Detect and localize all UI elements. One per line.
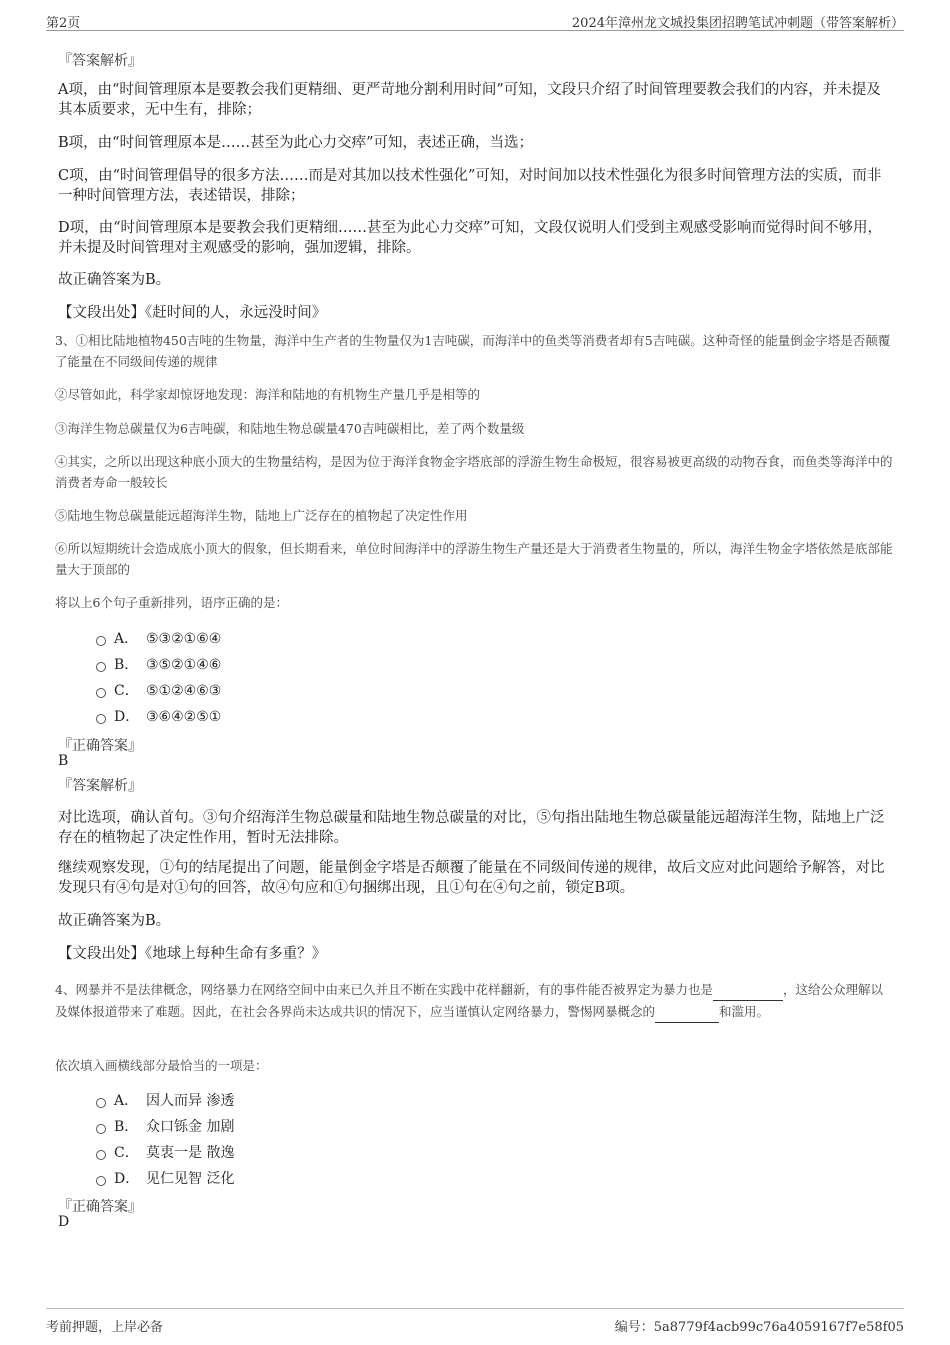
document-title: 2024年漳州龙文城投集团招聘笔试冲刺题（带答案解析） — [571, 16, 904, 31]
radio-icon[interactable] — [96, 662, 106, 672]
q3-sentence-6: ⑥所以短期统计会造成底小顶大的假象，但长期看来，单位时间海洋中的浮游生物生产量还是大于消费者生物量的，所以，海洋生物金字塔依然是底部能量大于顶部的 — [55, 541, 893, 577]
analysis-option-b: B项，由“时间管理原本是……甚至为此心力交瘁”可知，表述正确，当选； — [58, 135, 533, 151]
q4-stem: 4、网暴并不是法律概念，网络暴力在网络空间中由来已久并且不断在实践中花样翻新，有的事件能否被界定为暴力也是 ，这给公众理解以及媒体报道带来了难题。因此，在社会各界尚未达成共识的情况下，应当谨慎认定网络暴力，警惕网暴概念的 和滥用。 — [55, 979, 895, 1023]
analysis-option-a: A项，由“时间管理原本是要教会我们更精细、更严苛地分割利用时间”可知，文段只介绍了时间管理要教会我们的内容，并未提及其本质要求，无中生有，排除； — [58, 82, 881, 118]
analysis-label: 『答案解析』 — [58, 778, 142, 794]
page-header — [46, 8, 904, 31]
footer-slogan: 考前押题，上岸必备 — [46, 1320, 164, 1335]
analysis-option-c: C项，由“时间管理倡导的很多方法……而是对其加以技术性强化”可知，对时间加以技术性强化为很多时间管理方法的实质，而非一种时间管理方法，表述错误，排除； — [58, 168, 882, 204]
radio-icon[interactable] — [96, 1150, 106, 1160]
source-citation: 【文段出处】《地球上每种生命有多重？》 — [58, 946, 327, 962]
q4-prompt: 依次填入画横线部分最恰当的一项是： — [55, 1058, 268, 1073]
q3-sentence-1: 3、①相比陆地植物450吉吨的生物量，海洋中生产者的生物量仅为1吉吨碳，而海洋中的鱼类等消费者却有5吉吨碳。这种奇怪的能量倒金字塔是否颠覆了能量在不同级间传递的规律 — [55, 333, 891, 369]
correct-answer-label: 『正确答案』 — [58, 1199, 142, 1215]
correct-answer-statement: 故正确答案为B。 — [58, 913, 171, 929]
q4-option-b[interactable]: B． 众口铄金 加剧 — [96, 1116, 234, 1136]
q3-sentence-3: ③海洋生物总碳量仅为6吉吨碳，和陆地生物总碳量470吉吨碳相比，差了两个数量级 — [55, 421, 525, 436]
page-number: 第2页 — [46, 16, 81, 31]
q3-analysis-paragraph-2: 继续观察发现，①句的结尾提出了问题，能量倒金字塔是否颠覆了能量在不同级间传递的规律，故后文应对此问题给予解答，对比发现只有④句是对①句的回答，故④句应和①句捆绑出现，且①句在④句之前，锁定B项。 — [58, 860, 885, 896]
correct-answer-value: D — [58, 1214, 70, 1230]
document-code: 编号：5a8779f4acb99c76a4059167f7e58f05 — [614, 1320, 904, 1335]
q3-sentence-2: ②尽管如此，科学家却惊讶地发现：海洋和陆地的有机物生产量几乎是相等的 — [55, 387, 481, 402]
analysis-option-d: D项，由“时间管理原本是要教会我们更精细……甚至为此心力交瘁”可知，文段仅说明人们受到主观感受影响而觉得时间不够用，并未提及时间管理对主观感受的影响，强加逻辑，排除。 — [58, 220, 882, 256]
radio-icon[interactable] — [96, 1124, 106, 1134]
q3-sentence-4: ④其实，之所以出现这种底小顶大的生物量结构，是因为位于海洋食物金字塔底部的浮游生物生命极短，很容易被更高级的动物吞食，而鱼类等海洋中的消费者寿命一般较长 — [55, 454, 893, 490]
radio-icon[interactable] — [96, 1176, 106, 1186]
radio-icon[interactable] — [96, 636, 106, 646]
correct-answer-value: B — [58, 753, 69, 769]
q3-analysis-paragraph-1: 对比选项，确认首句。③句介绍海洋生物总碳量和陆地生物总碳量的对比，⑤句指出陆地生物总碳量能远超海洋生物，陆地上广泛存在的植物起了决定性作用，暂时无法排除。 — [58, 810, 885, 846]
q3-prompt: 将以上6个句子重新排列，语序正确的是： — [55, 595, 288, 610]
radio-icon[interactable] — [96, 1098, 106, 1108]
blank-2 — [655, 1001, 719, 1023]
q3-option-d[interactable]: D． ③⑥④②⑤① — [96, 706, 221, 726]
q4-option-d[interactable]: D． 见仁见智 泛化 — [96, 1168, 234, 1188]
q3-option-c[interactable]: C． ⑤①②④⑥③ — [96, 680, 221, 700]
q3-sentence-5: ⑤陆地生物总碳量能远超海洋生物，陆地上广泛存在的植物起了决定性作用 — [55, 508, 468, 523]
analysis-label: 『答案解析』 — [58, 53, 142, 69]
q3-option-a[interactable]: A． ⑤③②①⑥④ — [96, 628, 221, 648]
correct-answer-statement: 故正确答案为B。 — [58, 272, 171, 288]
blank-1 — [713, 979, 783, 1001]
radio-icon[interactable] — [96, 688, 106, 698]
radio-icon[interactable] — [96, 714, 106, 724]
source-citation: 【文段出处】《赶时间的人，永远没时间》 — [58, 305, 327, 321]
correct-answer-label: 『正确答案』 — [58, 738, 142, 754]
q4-option-a[interactable]: A． 因人而异 渗透 — [96, 1090, 234, 1110]
q4-option-c[interactable]: C． 莫衷一是 散逸 — [96, 1142, 234, 1162]
page-footer — [46, 1308, 904, 1337]
q3-option-b[interactable]: B． ③⑤②①④⑥ — [96, 654, 221, 674]
